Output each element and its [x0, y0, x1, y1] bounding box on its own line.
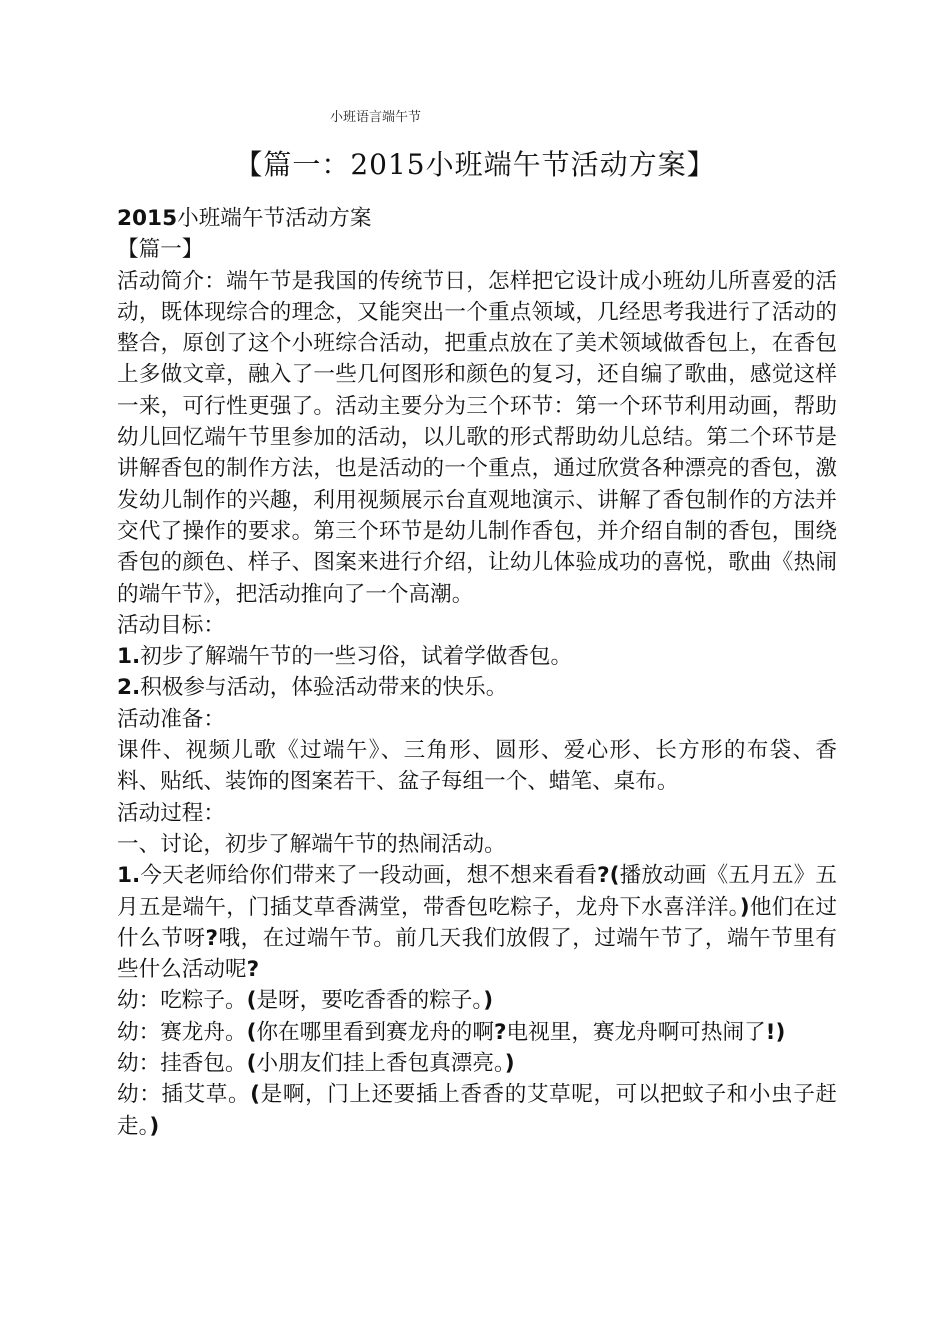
dialog-1-speaker: 幼：吃粽子。: [117, 988, 247, 1014]
document-body: [117, 203, 837, 1142]
question-1-punct-d: ?: [246, 957, 260, 983]
dialog-4-close: ): [149, 1113, 160, 1139]
goal-2-text: 积极参与活动，体验活动带来的快乐。: [140, 675, 508, 701]
dialog-1-reply: 是呀，要吃香香的粽子。: [256, 988, 484, 1014]
subtitle-year: 2015: [117, 206, 178, 231]
dialog-line-4: [117, 1079, 837, 1142]
intro-paragraph: 活动简介：端午节是我国的传统节日，怎样把它设计成小班幼儿所喜爱的活动，既体现综合的理念，又能突出一个重点领域，几经思考我进行了活动的整合，原创了这个小班综合活动，把重点放在了美术领域做香包上，在香包上多做文章，融入了一些几何图形和颜色的复习，还自编了歌曲，感觉这样一来，可行性更强了。活动主要分为三个环节：第一个环节利用动画，帮助幼儿回忆端午节里参加的活动，以儿歌的形式帮助幼儿总结。第二个环节是讲解香包的制作方法，也是活动的一个重点，通过欣赏各种漂亮的香包，激发幼儿制作的兴趣，利用视频展示台直观地演示、讲解了香包制作的方法并交代了操作的要求。第三个环节是幼儿制作香包，并介绍自制的香包，围绕香包的颜色、样子、图案来进行介绍，让幼儿体验成功的喜悦，歌曲《热闹的端午节》，把活动推向了一个高潮。: [117, 268, 837, 607]
goals-label: 活动目标：: [117, 612, 225, 638]
dialog-3-open: (: [246, 1051, 257, 1077]
goal-1-number: 1.: [117, 644, 141, 670]
dialog-line-2: [117, 1017, 837, 1048]
question-1-punct-a: ?(: [597, 863, 620, 889]
dialog-3-close: ): [504, 1051, 515, 1077]
goal-1-text: 初步了解端午节的一些习俗，试着学做香包。: [140, 644, 573, 670]
section-label: 【篇一】: [117, 237, 204, 263]
dialog-line-3: [117, 1048, 837, 1079]
dialog-4-speaker: 幼：插艾草。: [117, 1082, 251, 1108]
prep-label: 活动准备：: [117, 706, 225, 732]
goal-item-1: [117, 641, 837, 672]
dialog-line-1: [117, 985, 837, 1016]
dialog-2-speaker: 幼：赛龙舟。: [117, 1019, 247, 1045]
dialog-2-punct: ?: [494, 1019, 507, 1045]
dialog-1-close: ): [483, 988, 494, 1014]
question-1-paragraph: [117, 860, 837, 985]
dialog-4-reply: 是啊，门上还要插上香香的艾草呢，可以把蚊子和小虫子赶走。: [117, 1082, 837, 1139]
prep-paragraph: 课件、视频儿歌《过端午》、三角形、圆形、爱心形、长方形的布袋、香料、贴纸、装饰的图案若干、盆子每组一个、蜡笔、桌布。: [117, 738, 837, 795]
goal-2-number: 2.: [117, 675, 141, 701]
header-note: 小班语言端午节: [330, 110, 422, 125]
process-label: 活动过程：: [117, 800, 225, 826]
question-1-text-d: 哦，在过端午节。前几天我们放假了，过端午节了，端午节里有些什么活动呢: [117, 925, 837, 983]
question-1-text-b: 播放动画《五月五》五月五是端午，门插艾草香满堂，带香包吃粽子，龙舟下水喜洋洋。: [117, 863, 837, 920]
question-1-text-a: 今天老师给你们带来了一段动画，想不想来看看: [140, 863, 598, 889]
step-1-heading: 一、讨论，初步了解端午节的热闹活动。: [117, 831, 506, 857]
dialog-4-open: (: [250, 1082, 261, 1108]
goal-item-2: [117, 672, 837, 703]
dialog-2-reply-b: 电视里，赛龙舟啊可热闹了: [506, 1019, 766, 1045]
document-title: 【篇一：2015小班端午节活动方案】: [234, 148, 716, 181]
question-1-punct-b: ): [739, 894, 750, 920]
section-subtitle: [117, 203, 837, 234]
dialog-2-open: (: [246, 1019, 257, 1045]
dialog-1-open: (: [246, 988, 257, 1014]
subtitle-text: 小班端午节活动方案: [177, 206, 372, 231]
question-1-text-c: 他们在过什么节呀: [117, 894, 837, 951]
question-1-number: 1.: [117, 863, 141, 889]
dialog-3-speaker: 幼：挂香包。: [117, 1051, 247, 1077]
dialog-3-reply: 小朋友们挂上香包真漂亮。: [256, 1051, 505, 1077]
dialog-2-close: !): [765, 1019, 786, 1045]
dialog-2-reply-a: 你在哪里看到赛龙舟的啊: [256, 1019, 494, 1045]
question-1-punct-c: ?: [205, 925, 218, 951]
